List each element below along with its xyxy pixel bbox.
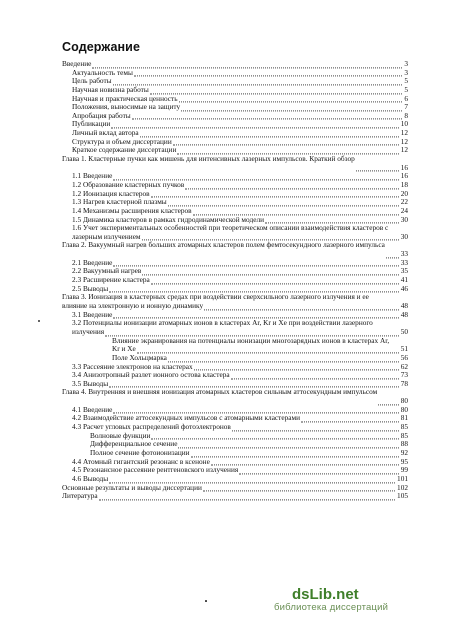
toc-page-number: 102: [397, 482, 408, 492]
toc-page-number: 12: [400, 145, 408, 155]
toc-page-number: 51: [400, 344, 408, 354]
scan-speck: [38, 320, 40, 322]
toc-entry: [0, 492, 450, 501]
toc-entry-title: 4.2 Взаимодействие аттосекундных импульсов с атомарными кластерами: [72, 413, 301, 423]
toc-entry-title: Положения, выносимые на защиту: [72, 102, 181, 112]
toc-page-number: 41: [400, 275, 408, 285]
toc-leader-dots: [99, 491, 395, 501]
toc-entry-title: 3.1 Введение: [72, 309, 113, 319]
toc-entry-title: Публикации: [72, 119, 111, 129]
toc-page-number: 30: [400, 214, 408, 224]
toc-page-number: 80: [400, 404, 408, 414]
toc-page-number: 3: [404, 67, 408, 77]
toc-page-number: 99: [400, 465, 408, 475]
toc-entry-title: 4.3 Расчет угловых распределений фотоэлектронов: [72, 422, 231, 432]
toc-page-number: 12: [400, 136, 408, 146]
toc-entry-title: Личный вклад автора: [72, 128, 139, 138]
table-of-contents: [0, 60, 450, 501]
toc-entry: [0, 388, 450, 405]
toc-page-number: 30: [400, 231, 408, 241]
toc-page-number: 48: [400, 309, 408, 319]
toc-page-number: 20: [400, 188, 408, 198]
toc-entry-title: Глава 2. Вакуумный нагрев больших атомарных кластеров полем фемтосекундного лазерного импульса: [62, 240, 385, 250]
toc-entry-title: Волновые функции: [90, 430, 151, 440]
toc-entry-title: 2.1 Введение: [72, 257, 113, 267]
toc-page-number: 56: [400, 352, 408, 362]
scan-speck: [205, 600, 207, 602]
toc-page-number: 3: [404, 59, 408, 68]
toc-page-number: 48: [400, 300, 408, 310]
toc-leader-dots: [109, 378, 399, 388]
toc-page-number: 10: [400, 119, 408, 129]
toc-entry: [0, 337, 450, 354]
toc-entry-title: Структура и объем диссертации: [72, 136, 172, 146]
toc-leader-dots: [109, 283, 399, 293]
toc-page-number: 16: [400, 162, 408, 172]
toc-page-number: 6: [404, 93, 408, 103]
toc-page-number: 85: [400, 422, 408, 432]
toc-entry-title: Глава 3. Ионизация в кластерных средах при воздействии сверхсильного лазерного излучения и ее влияние на электронную и ионную динамику: [62, 292, 369, 310]
toc-entry: [0, 293, 450, 310]
toc-entry-title: 3.2 Потенциалы ионизации атомарных ионов в кластерах Ar, Kr и Xe при воздействии лазерного излучения: [72, 318, 373, 336]
toc-entry-title: Дифференциальное сечение: [90, 439, 178, 449]
toc-page-number: 78: [400, 378, 408, 388]
toc-entry-title: Апробация работы: [72, 110, 131, 120]
toc-page-number: 5: [404, 84, 408, 94]
toc-entry-title: 1.4 Механизмы расширения кластеров: [72, 205, 192, 215]
watermark-logo: [270, 586, 445, 616]
toc-entry-title: 1.2 Ионизация кластеров: [72, 188, 150, 198]
toc-entry-title: Краткое содержание диссертации: [72, 145, 177, 155]
toc-page-number: 24: [400, 205, 408, 215]
toc-entry-title: Научная новизна работы: [72, 84, 149, 94]
page-title: Содержание: [62, 40, 141, 54]
toc-entry-title: Введение: [62, 59, 92, 68]
toc-entry-title: 4.1 Введение: [72, 404, 113, 414]
toc-page-number: 85: [400, 430, 408, 440]
toc-entry-title: Полное сечение фотоионизации: [90, 447, 190, 457]
toc-entry-title: Актуальность темы: [72, 67, 133, 77]
toc-page-number: 101: [397, 473, 408, 483]
toc-entry-title: 4.5 Резонансное рассеяние рентгеновского излучения: [72, 465, 239, 475]
toc-leader-dots: [113, 309, 398, 319]
toc-page-number: 33: [400, 257, 408, 267]
toc-page-number: 8: [404, 110, 408, 120]
toc-entry: [0, 224, 450, 241]
toc-entry-title: 1.1 Введение: [72, 171, 113, 181]
toc-entry-title: 3.3 Рассеяние электронов на кластерах: [72, 361, 193, 371]
watermark-tagline: библиотека диссертаций: [274, 602, 389, 613]
toc-entry-title: 3.4 Анизотропный разлет ионного остова кластера: [72, 370, 230, 380]
toc-page-number: 35: [400, 266, 408, 276]
toc-leader-dots: [177, 145, 398, 155]
toc-entry-title: Научная и практическая ценность: [72, 93, 178, 103]
toc-page-number: 16: [400, 171, 408, 181]
toc-page-number: 80: [400, 396, 408, 406]
toc-page-number: 33: [400, 249, 408, 259]
toc-entry-title: 4.4 Атомный гигантский резонанс в ксеноне: [72, 456, 210, 466]
toc-entry-title: Основные результаты и выводы диссертации: [62, 482, 202, 492]
toc-page-number: 95: [400, 456, 408, 466]
toc-page-number: 50: [400, 326, 408, 336]
toc-page-number: 7: [404, 102, 408, 112]
toc-entry-title: Поле Хольцмарка: [112, 352, 167, 362]
toc-page-number: 5: [404, 76, 408, 86]
toc-leader-dots: [265, 214, 399, 224]
toc-entry: [0, 241, 450, 258]
toc-page-number: 22: [400, 197, 408, 207]
toc-entry-title: Глава 4. Внутренняя и внешняя ионизация атомарных кластеров сильным аттосекундным импульсом: [62, 387, 378, 397]
toc-page-number: 18: [400, 179, 408, 189]
toc-entry-title: Глава 1. Кластерные пучки как мишень для интенсивных лазерных импульсов. Краткий обзор: [62, 154, 355, 164]
toc-entry-title: 1.6 Учет экспериментальных особенностей при теоретическом описании взаимодействия кластеров с лазерным излучением: [72, 223, 389, 241]
toc-entry-title: 4.6 Выводы: [72, 473, 109, 483]
toc-entry-title: 2.5 Выводы: [72, 283, 109, 293]
toc-page-number: 88: [400, 439, 408, 449]
toc-leader-dots: [105, 326, 399, 336]
toc-entry-title: 1.3 Нагрев кластерной плазмы: [72, 197, 167, 207]
toc-entry-title: 3.5 Выводы: [72, 378, 109, 388]
toc-leader-dots: [142, 231, 399, 241]
toc-entry: [0, 319, 450, 336]
toc-page-number: 12: [400, 128, 408, 138]
toc-entry-title: 2.3 Расширение кластера: [72, 275, 150, 285]
watermark-logo-text: dsLib.net: [292, 586, 359, 603]
toc-page-number: 81: [400, 413, 408, 423]
toc-page-number: 73: [400, 370, 408, 380]
toc-page-number: 105: [397, 491, 408, 501]
toc-page-number: 46: [400, 283, 408, 293]
toc-entry-title: Влияние экранирования на потенциалы ионизации многозарядных ионов в кластерах Ar, Kr и Xe: [112, 335, 390, 354]
toc-page-number: 62: [400, 361, 408, 371]
toc-entry: [0, 155, 450, 172]
toc-entry-title: 1.2 Образование кластерных пучков: [72, 179, 185, 189]
toc-entry-title: Цель работы: [72, 76, 112, 86]
toc-page-number: 92: [400, 447, 408, 457]
toc-entry-title: Литература: [62, 491, 98, 501]
toc-entry-title: 1.5 Динамика кластеров в рамках гидродинамической модели: [72, 214, 264, 224]
toc-entry-title: 2.2 Вакуумный нагрев: [72, 266, 142, 276]
